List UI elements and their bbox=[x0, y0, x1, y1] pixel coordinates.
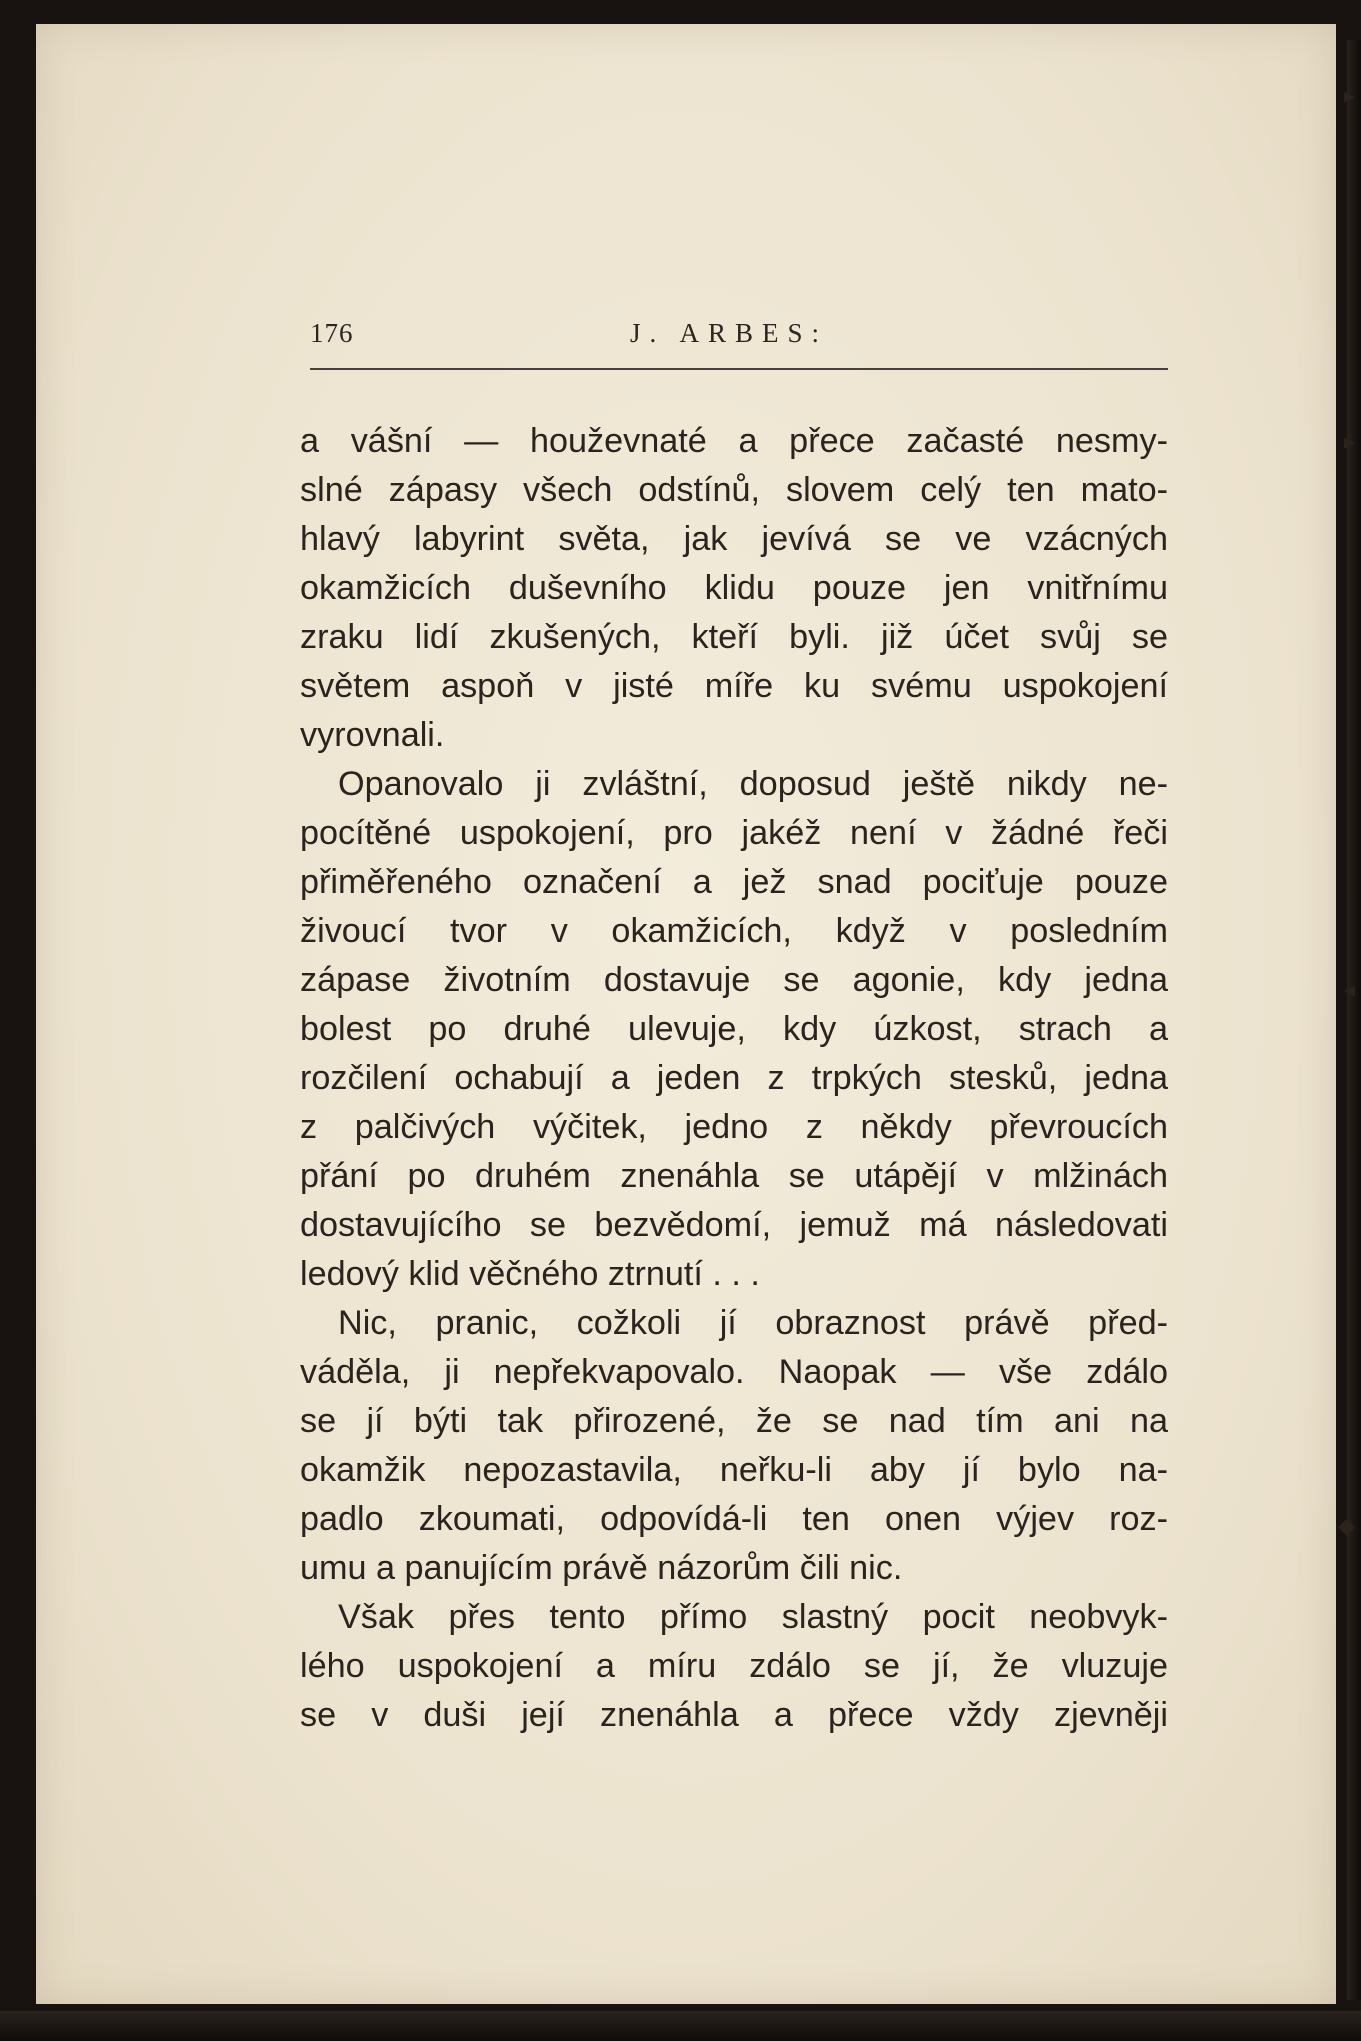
text-line: bolest po druhé ulevuje, kdy úzkost, strach a bbox=[300, 1010, 1168, 1048]
text-line: váděla, ji nepřekvapovalo. Naopak — vše zdálo bbox=[300, 1353, 1168, 1391]
text-line: přání po druhém znenáhla se utápějí v mlžinách bbox=[300, 1157, 1168, 1195]
text-line: Opanovalo ji zvláštní, doposud ještě nikdy ne- bbox=[338, 765, 1168, 803]
page-edge-shadow bbox=[1347, 40, 1361, 2000]
text-line: a vášní — houževnaté a přece začasté nesmy- bbox=[300, 422, 1168, 460]
header-rule bbox=[310, 368, 1168, 370]
text-line: slné zápasy všech odstínů, slovem celý ten mato- bbox=[300, 471, 1168, 509]
text-line: okamžik nepozastavila, neřku-li aby jí bylo na- bbox=[300, 1451, 1168, 1489]
text-line: umu a panujícím právě názorům čili nic. bbox=[300, 1549, 903, 1587]
text-line: Nic, pranic, cožkoli jí obraznost právě před- bbox=[338, 1304, 1168, 1342]
paragraph bbox=[300, 1299, 1168, 1593]
text-line: rozčilení ochabují a jeden z trpkých stesků, jedna bbox=[300, 1059, 1168, 1097]
edge-mark-icon: ◆ bbox=[1338, 1514, 1355, 1539]
text-line: ledový klid věčného ztrnutí . . . bbox=[300, 1255, 760, 1293]
text-line: přiměřeného označení a jež snad pociťuje pouze bbox=[300, 863, 1168, 901]
text-line: zraku lidí zkušených, kteří byli. již účet svůj se bbox=[300, 618, 1168, 656]
bottom-shadow bbox=[0, 2011, 1361, 2041]
page-number: 176 bbox=[310, 318, 354, 348]
paragraph bbox=[300, 760, 1168, 1299]
text-line: lého uspokojení a míru zdálo se jí, že vluzuje bbox=[300, 1647, 1168, 1685]
text-line: okamžicích duševního klidu pouze jen vnitřnímu bbox=[300, 569, 1168, 607]
text-line: se v duši její znenáhla a přece vždy zjevněji bbox=[300, 1696, 1168, 1734]
paragraph bbox=[300, 417, 1168, 760]
text-line: světem aspoň v jisté míře ku svému uspokojení bbox=[300, 667, 1168, 705]
text-line: živoucí tvor v okamžicích, když v posledním bbox=[300, 912, 1168, 950]
text-line: hlavý labyrint světa, jak jevívá se ve vzácných bbox=[300, 520, 1168, 558]
text-line: z palčivých výčitek, jedno z někdy převroucích bbox=[300, 1108, 1168, 1146]
text-line: vyrovnali. bbox=[300, 716, 445, 754]
text-line: se jí býti tak přirozené, že se nad tím ani na bbox=[300, 1402, 1168, 1440]
edge-mark-icon: ▸ bbox=[1343, 430, 1355, 455]
text-line: padlo zkoumati, odpovídá-li ten onen výjev roz- bbox=[300, 1500, 1168, 1538]
edge-mark-icon: ▸ bbox=[1343, 84, 1355, 109]
running-head: J. ARBES: bbox=[630, 318, 829, 348]
text-line: zápase životním dostavuje se agonie, kdy jedna bbox=[300, 961, 1168, 999]
paragraph bbox=[300, 1593, 1168, 1740]
body-text bbox=[300, 417, 1168, 1740]
text-line: pocítěné uspokojení, pro jakéž není v žádné řeči bbox=[300, 814, 1168, 852]
text-line: Však přes tento přímo slastný pocit neobvyk- bbox=[338, 1598, 1168, 1636]
page-header bbox=[310, 318, 1168, 358]
text-line: dostavujícího se bezvědomí, jemuž má následovati bbox=[300, 1206, 1168, 1244]
edge-mark-icon: ◂ bbox=[1343, 978, 1355, 1003]
